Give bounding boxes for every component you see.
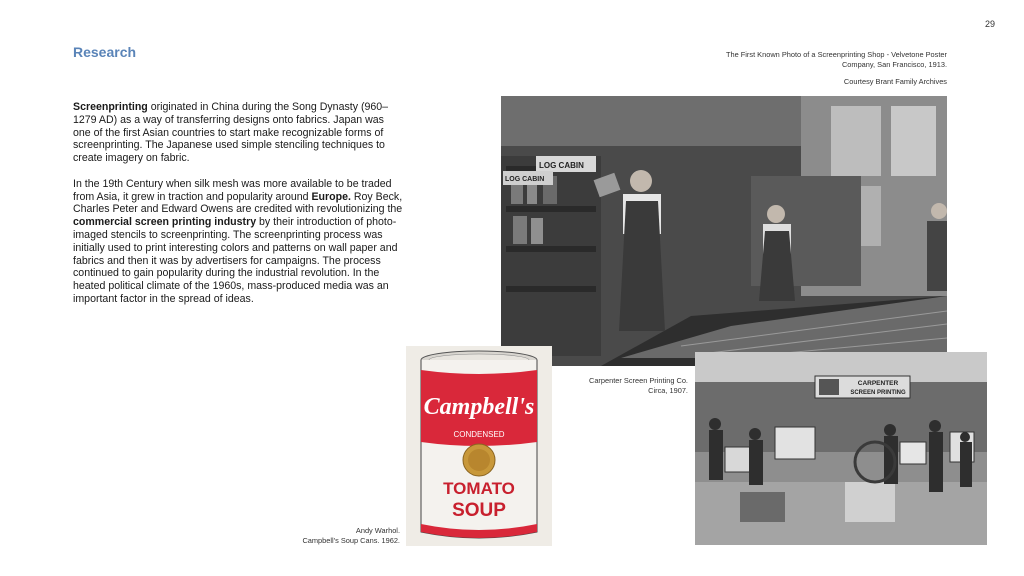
paragraph-1-text: originated in China during the Song Dynasty (960–1279 AD) as a way of transferring designs onto fabrics. Japan was one of the first Asian countries to start make recognizable forms of screenprinting. The Japanese used simple stenciling techniques to create imagery on fabric. — [73, 101, 389, 165]
shop-photo-caption — [647, 50, 947, 87]
campbells-soup-can-image — [406, 346, 552, 546]
body-text — [73, 101, 403, 319]
carpenter-caption-line1: Carpenter Screen Printing Co. — [588, 376, 688, 385]
page-number: 29 — [984, 19, 995, 29]
bold-screenprinting: Screenprinting — [73, 101, 148, 113]
bold-industry: commercial screen printing industry — [73, 216, 257, 229]
warhol-caption-line1: Andy Warhol. — [355, 526, 400, 535]
page-title: Research — [73, 44, 137, 60]
carp-sign-1: CARPENTER — [857, 380, 899, 387]
shop-photo-credit: Courtesy Brant Family Archives — [843, 77, 947, 87]
screenprinting-shop-photo — [501, 96, 947, 366]
carpenter-caption-line2: Circa, 1907. — [648, 385, 688, 395]
paragraph-2-part2: Roy Beck, Charles Peter and Edward Owens are credited with revolutionizing the — [73, 190, 403, 216]
carpenter-photo-caption — [540, 376, 688, 395]
shop-sign-1: LOG CABIN — [539, 161, 584, 170]
can-flavor-text: TOMATO — [443, 479, 515, 498]
warhol-caption — [260, 526, 400, 545]
paragraph-1 — [73, 101, 403, 165]
carpenter-screen-printing-photo — [695, 352, 987, 545]
shop-caption-line2: Company, San Francisco, 1913. — [841, 59, 947, 69]
bold-europe: Europe. — [311, 190, 351, 203]
paragraph-2-part3: by their introduction of photo-imaged stencils to screenprinting. The screenprinting process was initially used to print interesting colors and patterns on wall paper and fabrics and then it was by advertisers for campaigns. The process continued to gain popularity during the industrial revolution. In the heated political climate of the 1960s, mass-produced media was an important factor in the spread of ideas. — [73, 216, 398, 305]
warhol-caption-line2: Campbell's Soup Cans. 1962. — [302, 535, 400, 545]
can-type-text: SOUP — [452, 500, 506, 521]
paragraph-2 — [73, 178, 403, 306]
shop-sign-2: LOG CABIN — [505, 176, 545, 183]
shop-caption-line1: The First Known Photo of a Screenprinting Shop - Velvetone Poster — [725, 50, 947, 59]
can-brand-text: Campbell's — [423, 394, 535, 420]
carp-sign-2: SCREEN PRINTING — [850, 390, 906, 396]
can-condensed-text: CONDENSED — [453, 430, 505, 439]
paragraph-2-part1: In the 19th Century when silk mesh was more available to be traded from Asia, it grew in traction and popularity around — [73, 177, 392, 203]
